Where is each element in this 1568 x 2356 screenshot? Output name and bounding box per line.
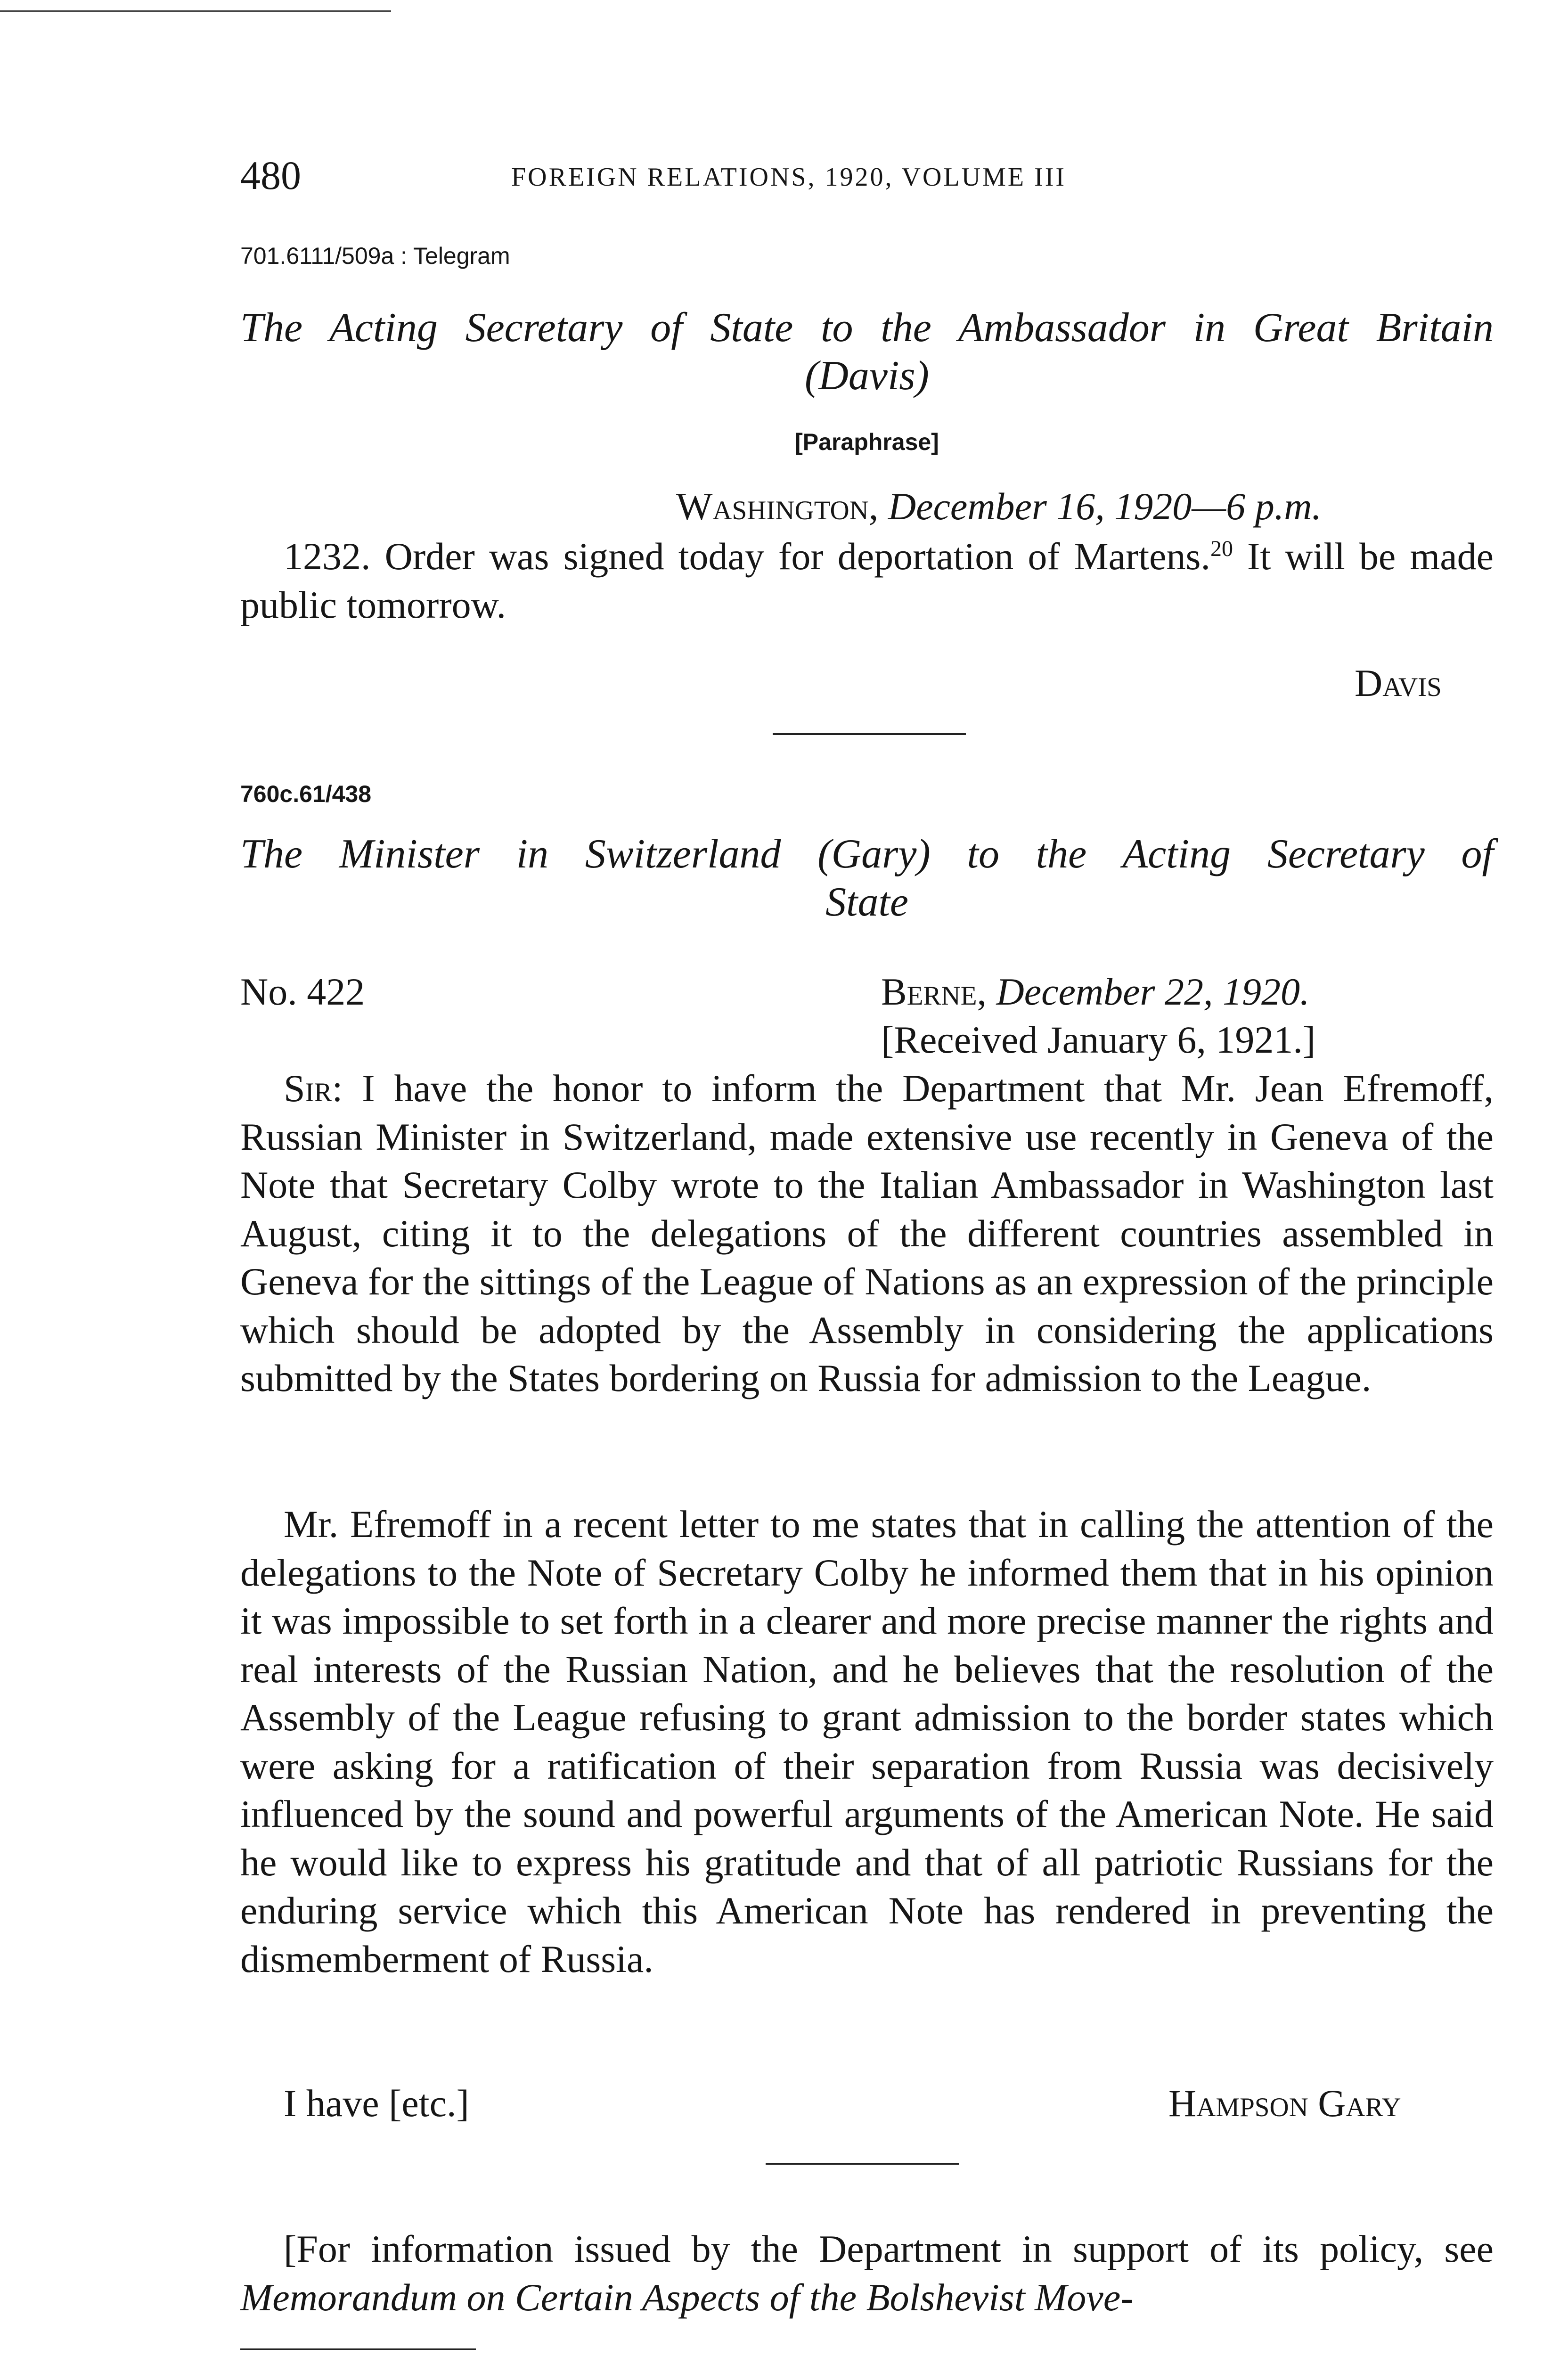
editorial-note bbox=[240, 2225, 1494, 2322]
doc1-dateline bbox=[676, 483, 1322, 530]
doc2-closing: I have [etc.] bbox=[284, 2082, 469, 2125]
doc2-dateline-date: December 22, 1920. bbox=[996, 970, 1310, 1013]
doc1-body-text: 1232. Order was signed today for deportation of Martens. bbox=[284, 535, 1210, 578]
doc2-number: No. 422 bbox=[240, 970, 365, 1013]
section-separator bbox=[773, 733, 966, 735]
doc1-title-line1: The Acting Secretary of State to the Ambassador in Great Britain bbox=[240, 305, 1494, 351]
doc1-footnote-ref: 20 bbox=[1210, 536, 1233, 561]
doc2-file-reference: 760c.61/438 bbox=[240, 781, 372, 807]
doc1-dateline-place: Washington, bbox=[676, 485, 879, 528]
footnote-rule bbox=[240, 2348, 476, 2350]
doc1-dateline-date: December 16, 1920—6 p.m. bbox=[888, 485, 1322, 528]
doc2-title-line2: State bbox=[825, 879, 908, 925]
doc2-paragraph-1-text: : I have the honor to inform the Department that Mr. Jean Efremoff, Russian Minister in Switzerland, made extensive use recently in Geneva of the Note that Secretary Colby wrote to the Italian Ambassador in Washington last August, citing it to the delegations of the different countries assembled in Geneva for the sittings of the League of Nations as an expression of the principle which should be adopted by the Assembly in considering the applications submitted by the States bordering on Russia for admission to the League. bbox=[240, 1067, 1494, 1399]
doc1-paraphrase-label: [Paraphrase] bbox=[795, 429, 939, 455]
doc1-signature: Davis bbox=[1355, 662, 1442, 704]
doc1-title-line2: (Davis) bbox=[805, 353, 929, 399]
doc1-body bbox=[240, 532, 1494, 629]
running-title: FOREIGN RELATIONS, 1920, VOLUME III bbox=[511, 163, 1067, 192]
doc2-received: [Received January 6, 1921.] bbox=[881, 1018, 1316, 1061]
doc2-paragraph-2: Mr. Efremoff in a recent letter to me states that in calling the attention of the delegations to the Note of Secretary Colby he informed them that in his opinion it was impossible to set forth in a clearer and more precise manner the rights and real interests of the Russian Nation, and he believes that the resolution of the Assembly of the League refusing to grant admission to the border states which were asking for a ratification of their separation from Russia was decisively influenced by the sound and powerful arguments of the American Note. He said he would like to express his gratitude and that of all patriotic Russians for the enduring service which this American Note has rendered in preventing the dismemberment of Russia. bbox=[240, 1503, 1494, 1980]
editorial-note-title: Memorandum on Certain Aspects of the Bolshevist Move- bbox=[240, 2275, 1134, 2319]
doc2-title-line1: The Minister in Switzerland (Gary) to the Acting Secretary of bbox=[240, 831, 1494, 877]
doc1-file-reference: 701.6111/509a : Telegram bbox=[240, 243, 510, 269]
doc2-paragraph-1 bbox=[240, 1064, 1494, 1403]
doc1-body-text-cont: It will be made public tomorrow. bbox=[240, 535, 1494, 626]
page-number: 480 bbox=[240, 153, 301, 198]
doc2-salutation: Sir bbox=[284, 1067, 332, 1110]
editorial-note-text: [For information issued by the Department in support of its policy, see bbox=[284, 2227, 1494, 2270]
section-separator bbox=[766, 2163, 959, 2165]
top-edge-rule bbox=[0, 10, 391, 12]
doc2-dateline bbox=[881, 968, 1309, 1015]
doc2-dateline-place: Berne, bbox=[881, 970, 987, 1013]
doc2-signature: Hampson Gary bbox=[1168, 2082, 1401, 2125]
page-header bbox=[240, 152, 1352, 199]
